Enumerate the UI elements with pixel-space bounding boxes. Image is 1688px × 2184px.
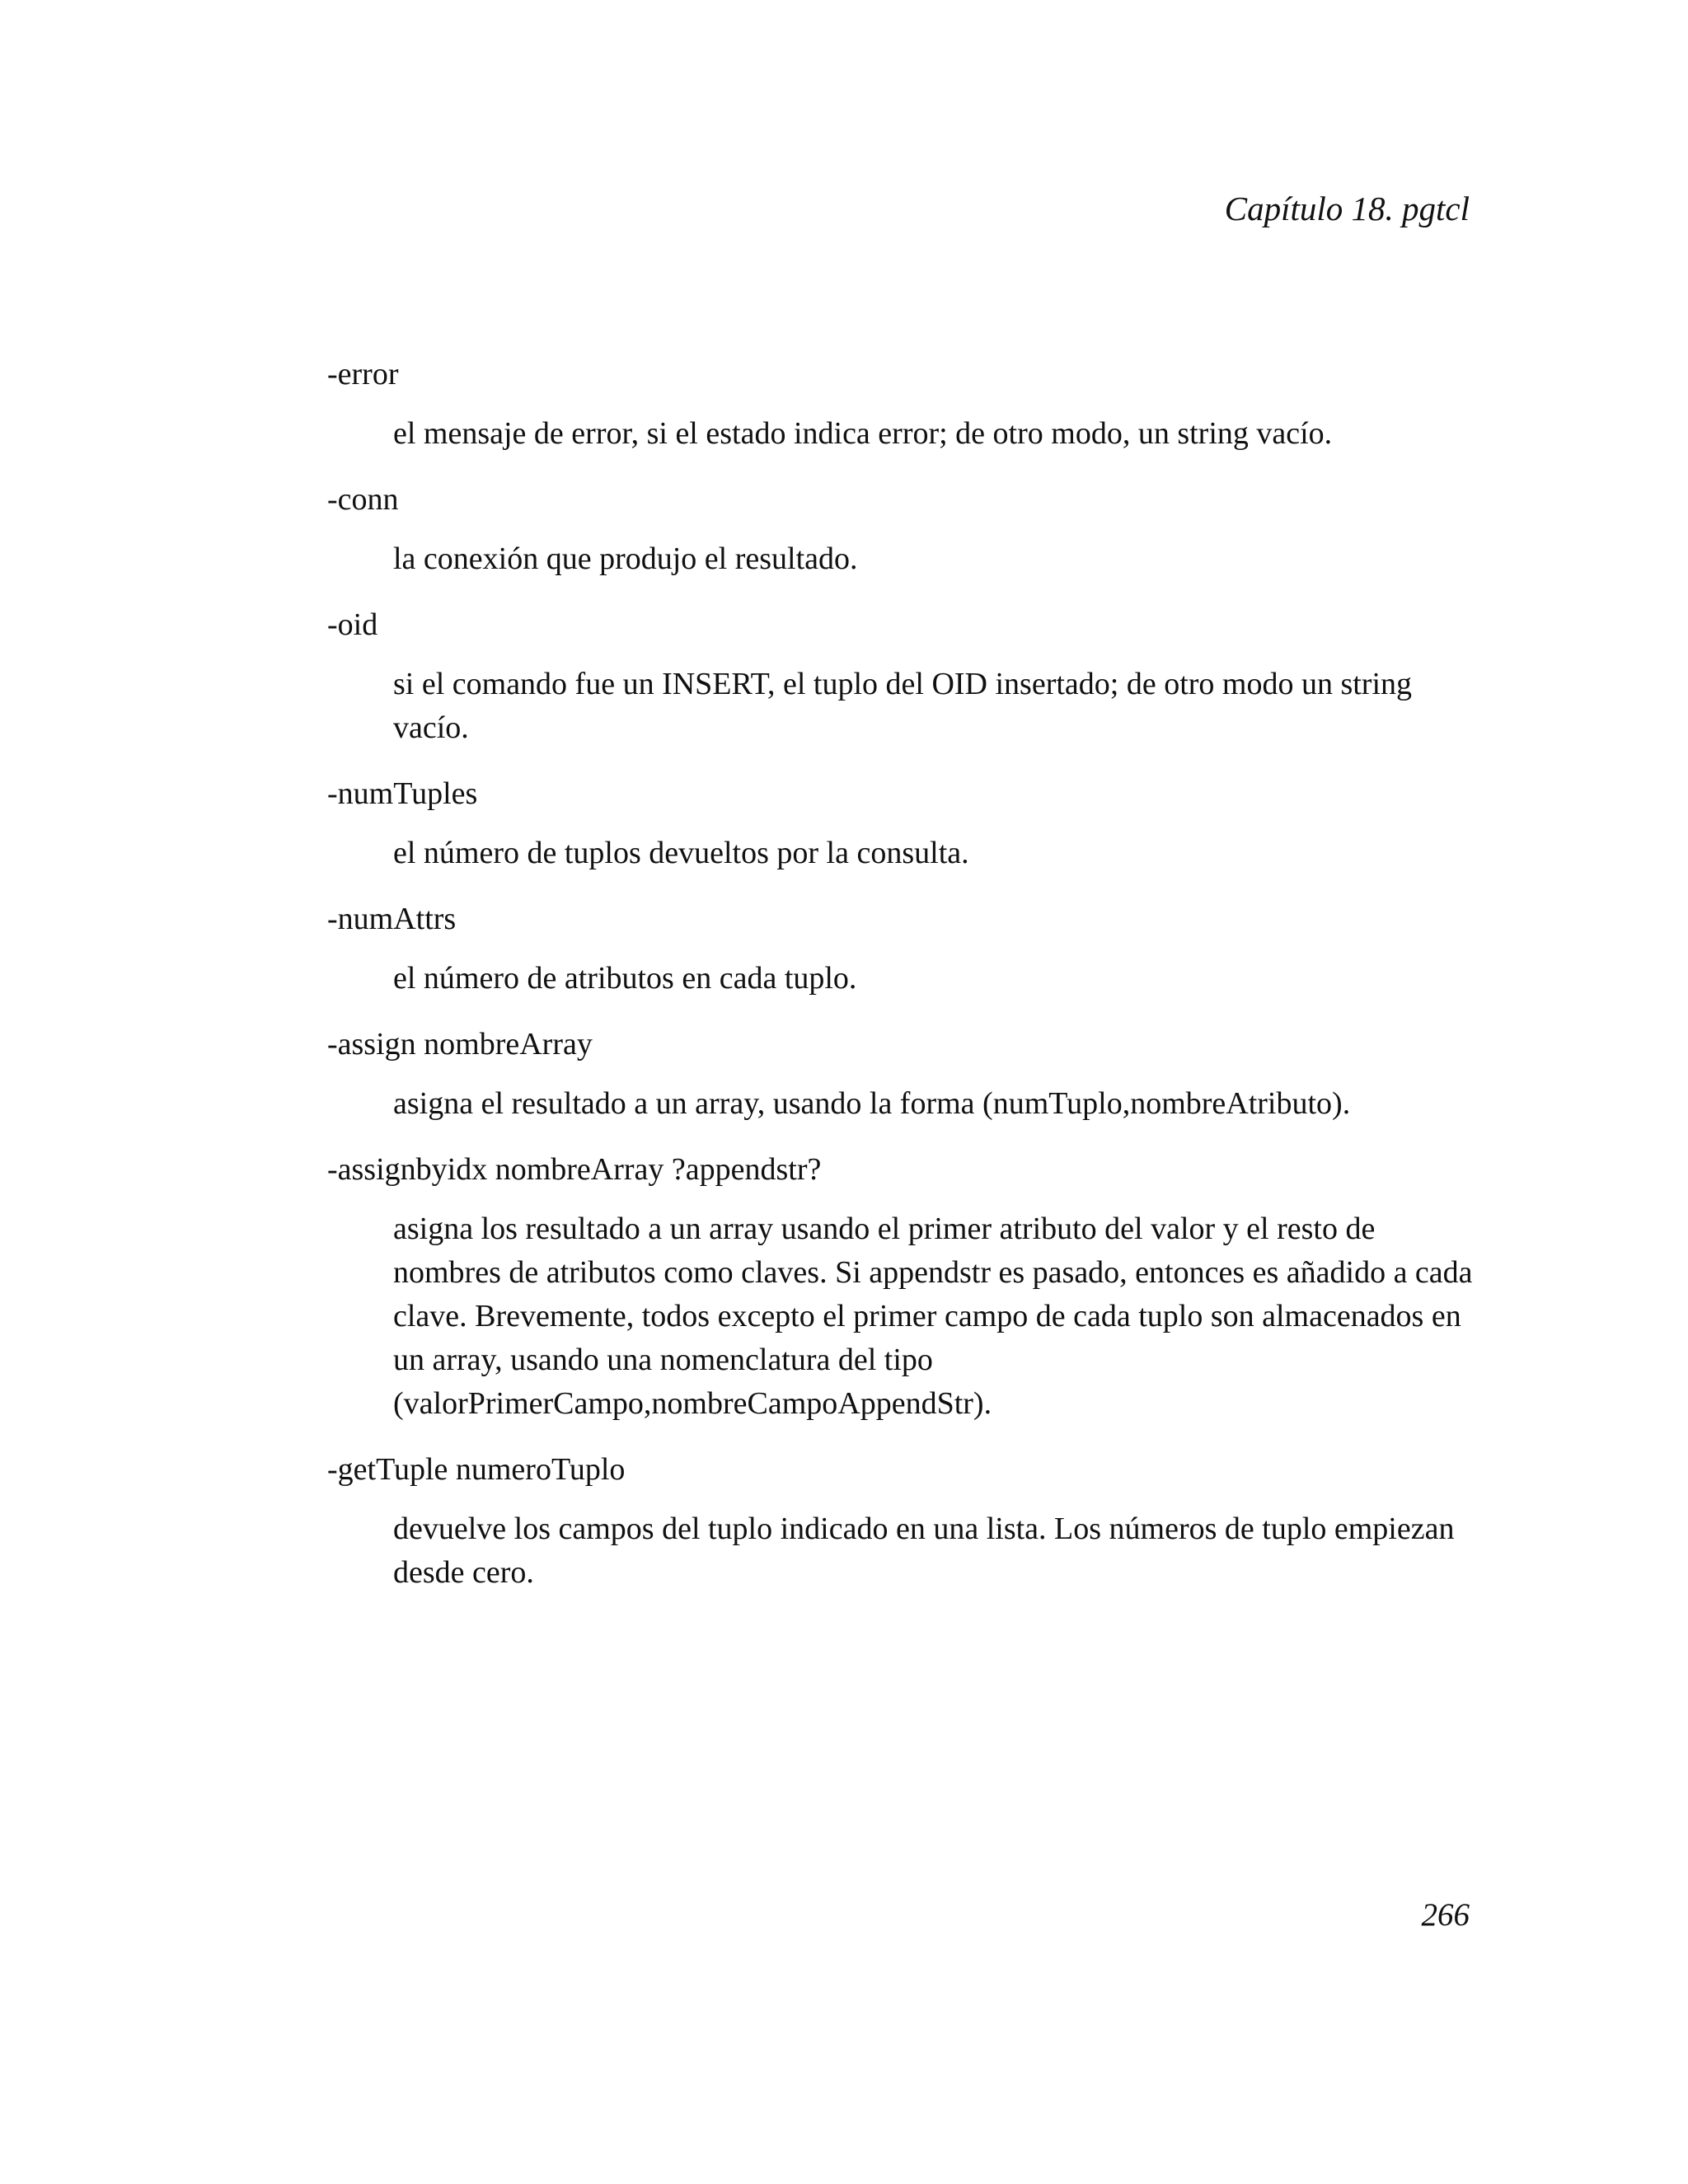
option-term: -oid: [327, 607, 378, 642]
option-list: [327, 353, 1481, 1617]
option-entry-assign: [327, 1023, 1481, 1126]
option-definition: devuelve los campos del tuplo indicado en una lista. Los números de tuplo empiezan desde cero.: [393, 1511, 1455, 1590]
option-term: -assign nombreArray: [327, 1027, 593, 1062]
option-entry-oid: [327, 603, 1481, 750]
option-entry-assignbyidx: [327, 1148, 1481, 1426]
option-term: -conn: [327, 482, 399, 517]
option-term: -numAttrs: [327, 902, 457, 936]
option-definition: el número de atributos en cada tuplo.: [393, 961, 857, 996]
option-term: -assignbyidx nombreArray ?appendstr?: [327, 1152, 822, 1187]
option-definition: la conexión que produjo el resultado.: [393, 541, 858, 576]
option-definition: el número de tuplos devueltos por la consulta.: [393, 836, 969, 870]
option-entry-conn: [327, 478, 1481, 581]
option-entry-error: [327, 353, 1481, 456]
option-entry-gettuple: [327, 1448, 1481, 1595]
option-term: -error: [327, 357, 399, 391]
option-definition: si el comando fue un INSERT, el tuplo del OID insertado; de otro modo un string vacío.: [393, 667, 1413, 745]
option-term: -getTuple numeroTuplo: [327, 1452, 626, 1487]
option-definition: el mensaje de error, si el estado indica error; de otro modo, un string vacío.: [393, 416, 1333, 451]
option-definition: asigna el resultado a un array, usando la forma (numTuplo,nombreAtributo).: [393, 1086, 1351, 1121]
running-header: Capítulo 18. pgtcl: [1224, 190, 1470, 227]
option-definition: asigna los resultado a un array usando el primer atributo del valor y el resto de nombres de atributos como claves. Si appendstr es pasado, entonces es añadido a cada clave. Brevemente, todos excepto el primer campo de cada tuplo son almacenados en un array, usando una nomenclatura del tipo (valorPrimerCampo,nombreCampoAppendStr).: [393, 1212, 1473, 1421]
option-entry-numtuples: [327, 772, 1481, 875]
page-number: 266: [1421, 1897, 1470, 1933]
option-entry-numattrs: [327, 898, 1481, 1001]
option-term: -numTuples: [327, 776, 478, 811]
